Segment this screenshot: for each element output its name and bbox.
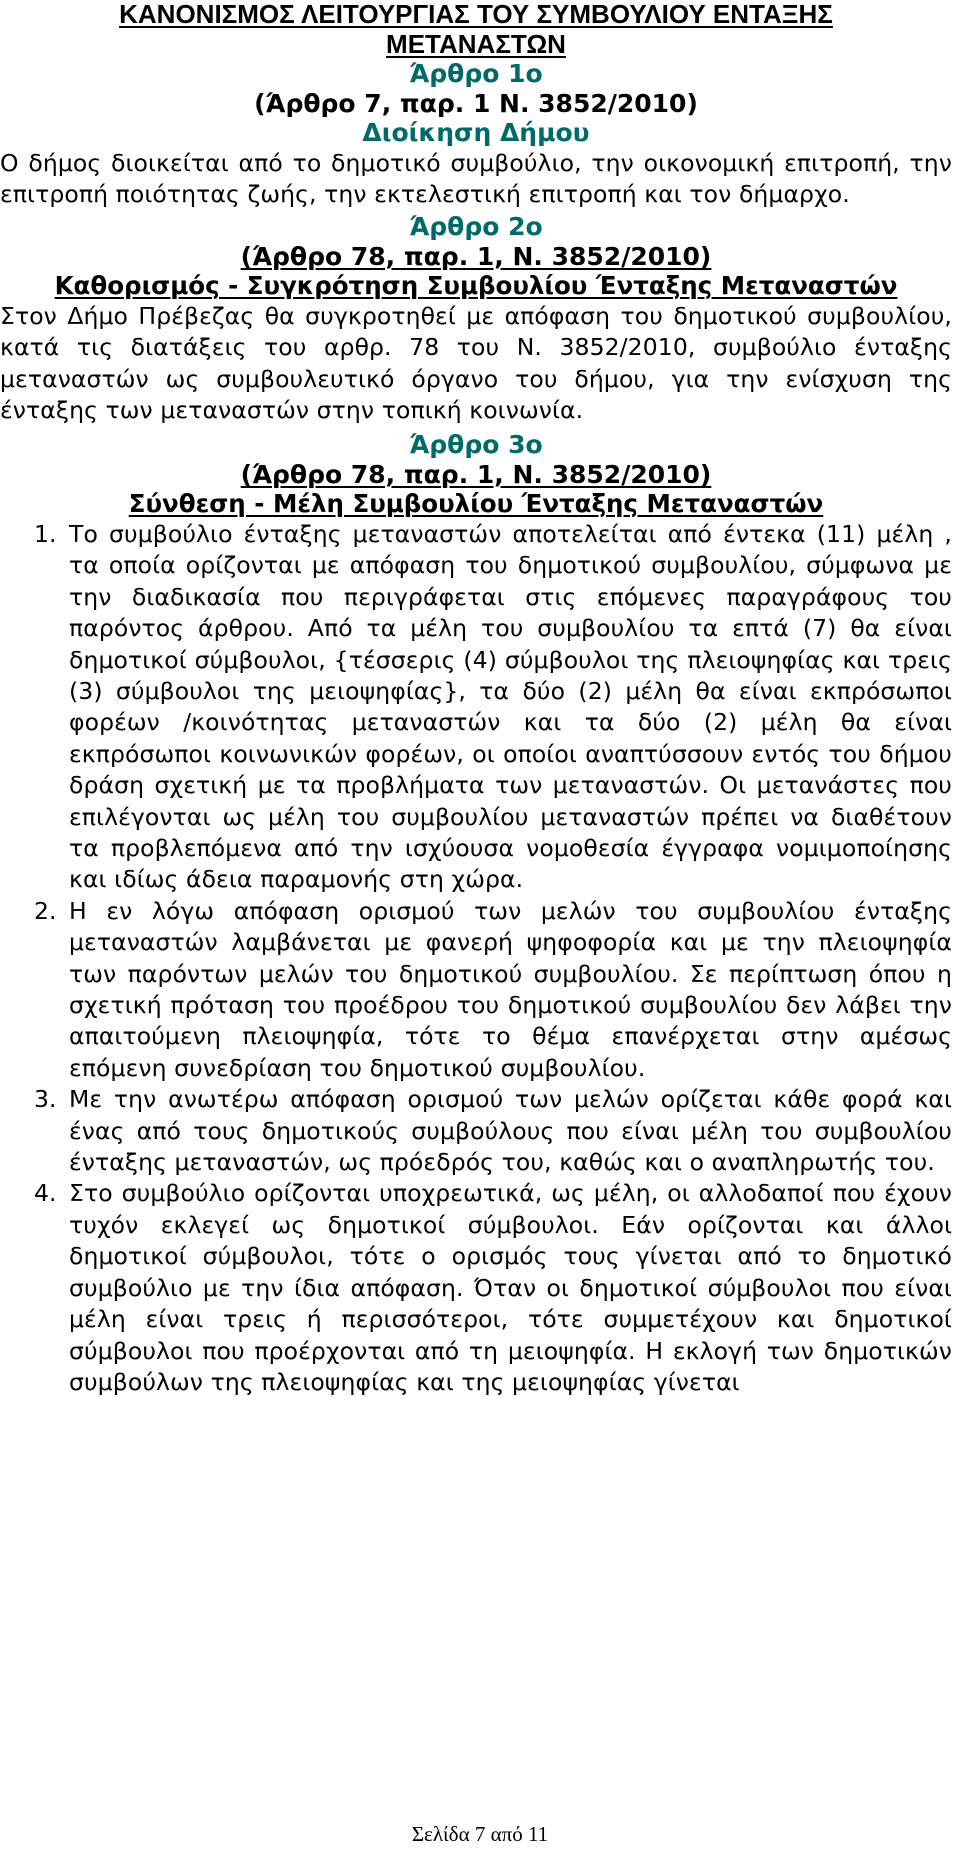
article-3-subject: Σύνθεση - Μέλη Συμβουλίου Ένταξης Μεταναστών — [128, 489, 824, 519]
document-title — [0, 0, 952, 59]
article-3-reference: (Άρθρο 78, παρ. 1, Ν. 3852/2010) — [240, 459, 712, 489]
list-item-text: Στο συμβούλιο ορίζονται υποχρεωτικά, ως μέλη, οι αλλοδαποί που έχουν τυχόν εκλεγεί ως δημοτικοί σύμβουλοι. Εάν ορίζονται και άλλοι δημοτικοί σύμβουλοι, τότε ο ορισμός τους γίνεται από το δημοτικό συμβούλιο με την ίδια απόφαση. Όταν οι δημοτικοί σύμβουλοι που είναι μέλη είναι τρεις ή περισσότεροι, τότε συμμετέχουν και δημοτικοί σύμβουλοι που προέρχονται από τη μειοψηφία. Η εκλογή των δημοτικών συμβούλων της πλειοψηφίας και της μειοψηφίας γίνεται — [69, 1179, 952, 1396]
page-number-label: Σελίδα 7 από 11 — [411, 1822, 549, 1846]
list-item-text: Με την ανωτέρω απόφαση ορισμού των μελών ορίζεται κάθε φορά και ένας από τους δημοτικούς συμβούλους που είναι μέλη του συμβουλίου ένταξης μεταναστών, ως πρόεδρός του, καθώς και ο αναπληρωτής του. — [69, 1085, 952, 1177]
article-1-heading: Άρθρο 1ο — [409, 59, 543, 88]
article-2-heading: Άρθρο 2ο — [409, 212, 543, 242]
list-item-number: 1. — [34, 519, 57, 548]
list-item-number: 4. — [34, 1179, 57, 1208]
article-3-item-list — [0, 519, 952, 1398]
list-item-text: Το συμβούλιο ένταξης μεταναστών αποτελείται από έντεκα (11) μέλη , τα οποία ορίζονται με απόφαση του δημοτικού συμβουλίου, σύμφωνα με την διαδικασία που περιγράφεται στις επόμενες παραγράφους του παρόντος άρθρου. Από τα μέλη του συμβουλίου τα επτά (7) θα είναι δημοτικοί σύμβουλοι, {τέσσερις (4) σύμβουλοι της πλειοψηφίας και τρεις (3) σύμβουλοι της μειοψηφίας}, τα δύο (2) μέλη θα είναι εκπρόσωποι φορέων /κοινότητας μεταναστών και τα δύο (2) μέλη θα είναι εκπρόσωποι κοινωνικών φορέων, οι οποίοι αναπτύσσουν εντός του δήμου δράση σχετική με τα προβλήματα των μεταναστών. Οι μετανάστες που επιλέγονται ως μέλη του συμβουλίου μεταναστών πρέπει να διαθέτουν τα προβλεπόμενα από την ισχύουσα νομοθεσία έγγραφα νομιμοποίησης και ιδίως άδεια παραμονής στη χώρα. — [69, 519, 952, 894]
article-2-subject-row — [0, 271, 952, 301]
article-2-header — [0, 212, 952, 271]
title-line-2: ΜΕΤΑΝΑΣΤΩΝ — [386, 28, 566, 59]
article-3-heading: Άρθρο 3ο — [409, 430, 543, 460]
title-line-1: ΚΑΝΟΝΙΣΜΟΣ ΛΕΙΤΟΥΡΓΙΑΣ ΤΟΥ ΣΥΜΒΟΥΛΙΟΥ ΕΝΤΑΞΗΣ — [119, 0, 833, 29]
article-2-reference: (Άρθρο 78, παρ. 1, Ν. 3852/2010) — [240, 241, 712, 271]
list-item-number: 3. — [34, 1085, 57, 1114]
page-footer — [0, 1822, 960, 1847]
article-1-text: Ο δήμος διοικείται από το δημοτικό συμβούλιο, την οικονομική επιτροπή, την επιτροπή ποιότητας ζωής, την εκτελεστική επιτροπή και τον δήμαρχο. — [0, 148, 952, 208]
list-item-text: Η εν λόγω απόφαση ορισμού των μελών του συμβουλίου ένταξης μεταναστών λαμβάνεται με φανερή ψηφοφορία και με την πλειοψηφία των παρόντων μελών του δημοτικού συμβουλίου. Σε περίπτωση όπου η σχετική πρόταση του προέδρου του δημοτικού συμβουλίου δεν λάβει την απαιτούμενη πλειοψηφία, τότε το θέμα επανέρχεται στην αμέσως επόμενη συνεδρίαση του δημοτικού συμβουλίου. — [69, 896, 952, 1082]
list-item — [0, 896, 952, 1084]
article-1-header — [0, 59, 952, 148]
list-item — [0, 1178, 952, 1398]
list-item-number: 2. — [34, 896, 57, 925]
article-3-header — [0, 430, 952, 489]
list-item — [0, 1084, 952, 1178]
list-item — [0, 519, 952, 896]
article-1-subject: Διοίκηση Δήμου — [362, 118, 590, 147]
article-2-subject: Καθορισμός - Συγκρότηση Συμβουλίου Ένταξης Μεταναστών — [54, 271, 898, 301]
article-1-reference: (Άρθρο 7, παρ. 1 Ν. 3852/2010) — [254, 88, 698, 118]
article-2-text: Στον Δήμο Πρέβεζας θα συγκροτηθεί με απόφαση του δημοτικού συμβουλίου, κατά τις διατάξεις του αρθρ. 78 του Ν. 3852/2010, συμβούλιο ένταξης μεταναστών ως συμβουλευτικό όργανο του δήμου, για την ενίσχυση της ένταξης των μεταναστών στην τοπική κοινωνία. — [0, 301, 952, 425]
article-3-subject-row — [0, 489, 952, 519]
